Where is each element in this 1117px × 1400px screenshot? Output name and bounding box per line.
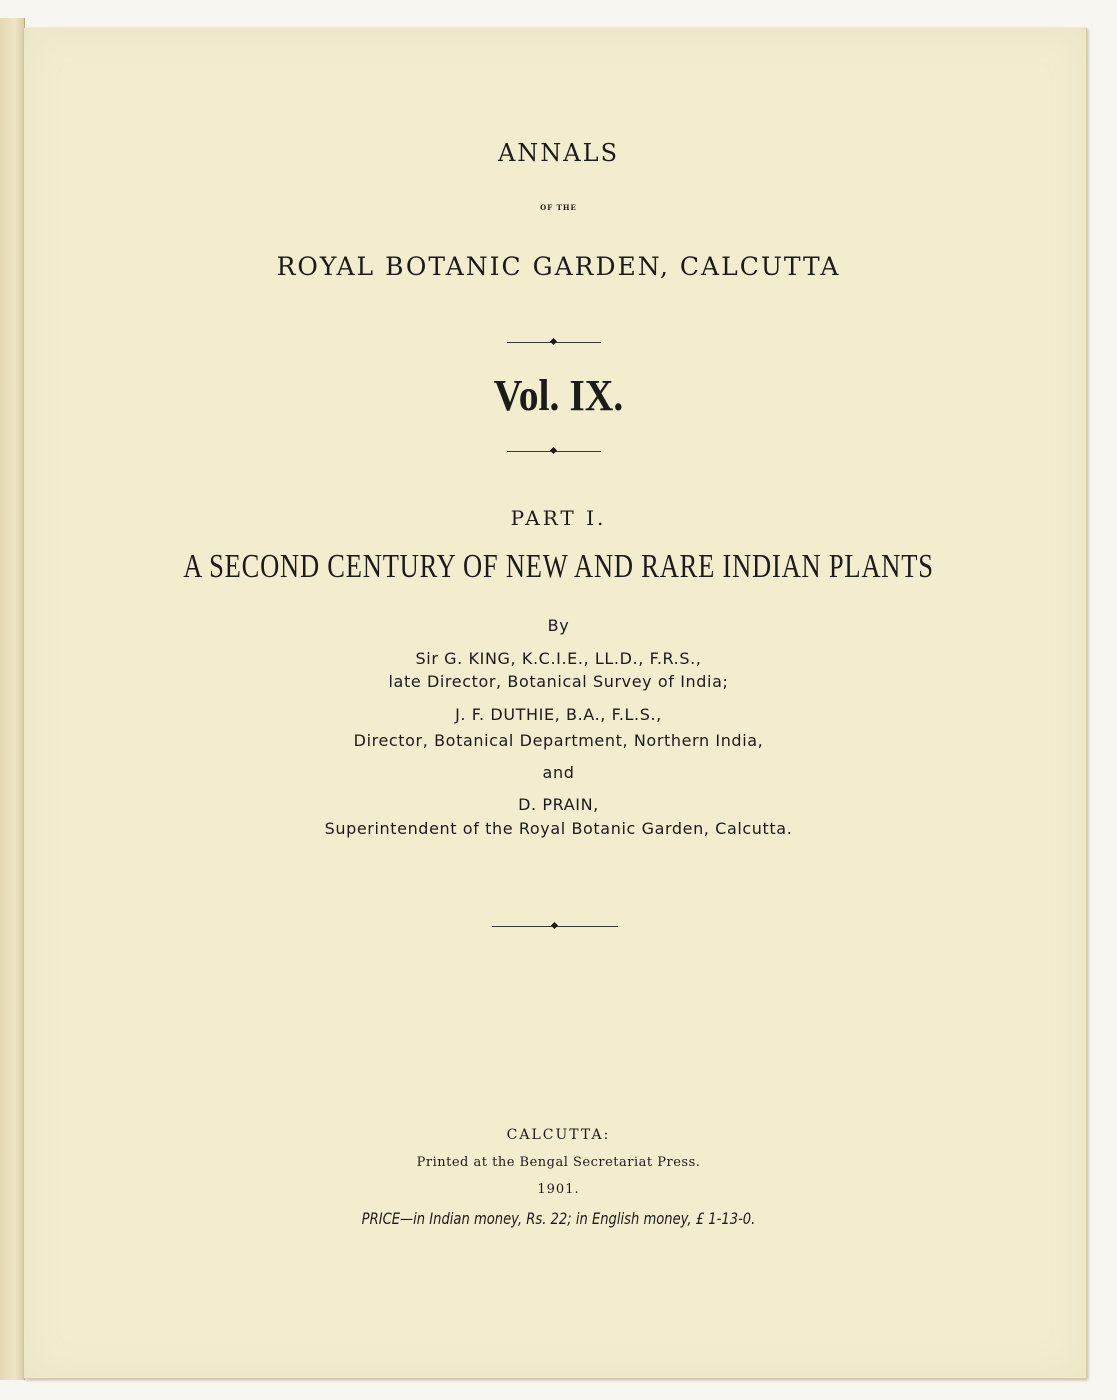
author-role: late Director, Botanical Survey of India; (388, 672, 729, 691)
series-title: ANNALS (497, 139, 620, 167)
author-conjunction: and (542, 763, 575, 782)
series-connector: OF THE (540, 203, 577, 212)
ornamental-rule-top (507, 342, 601, 343)
work-title: A SECOND CENTURY OF NEW AND RARE INDIAN PLANTS (183, 548, 934, 585)
volume-number: Vol. IX. (493, 371, 624, 420)
facing-page-edge (0, 18, 25, 1380)
author-name: J. F. DUTHIE, B.A., F.L.S., (455, 705, 662, 724)
part-number: PART I. (510, 506, 607, 530)
imprint-printer: Printed at the Bengal Secretariat Press. (416, 1155, 701, 1170)
author-role: Director, Botanical Department, Northern India, (353, 731, 764, 750)
imprint-place: CALCUTTA: (506, 1127, 611, 1143)
ornamental-rule-middle (507, 451, 601, 452)
title-page (24, 28, 1087, 1379)
institution-name: ROYAL BOTANIC GARDEN, CALCUTTA (276, 252, 841, 281)
ornamental-rule-bottom (492, 926, 618, 927)
author-name: D. PRAIN, (518, 795, 599, 814)
imprint-price: PRICE—in Indian money, Rs. 22; in English money, £ 1-13-0. (361, 1209, 756, 1228)
author-name: Sir G. KING, K.C.I.E., LL.D., F.R.S., (415, 649, 702, 668)
author-role: Superintendent of the Royal Botanic Garden, Calcutta. (324, 819, 793, 838)
byline: By (547, 616, 570, 635)
imprint-year: 1901. (537, 1182, 580, 1197)
